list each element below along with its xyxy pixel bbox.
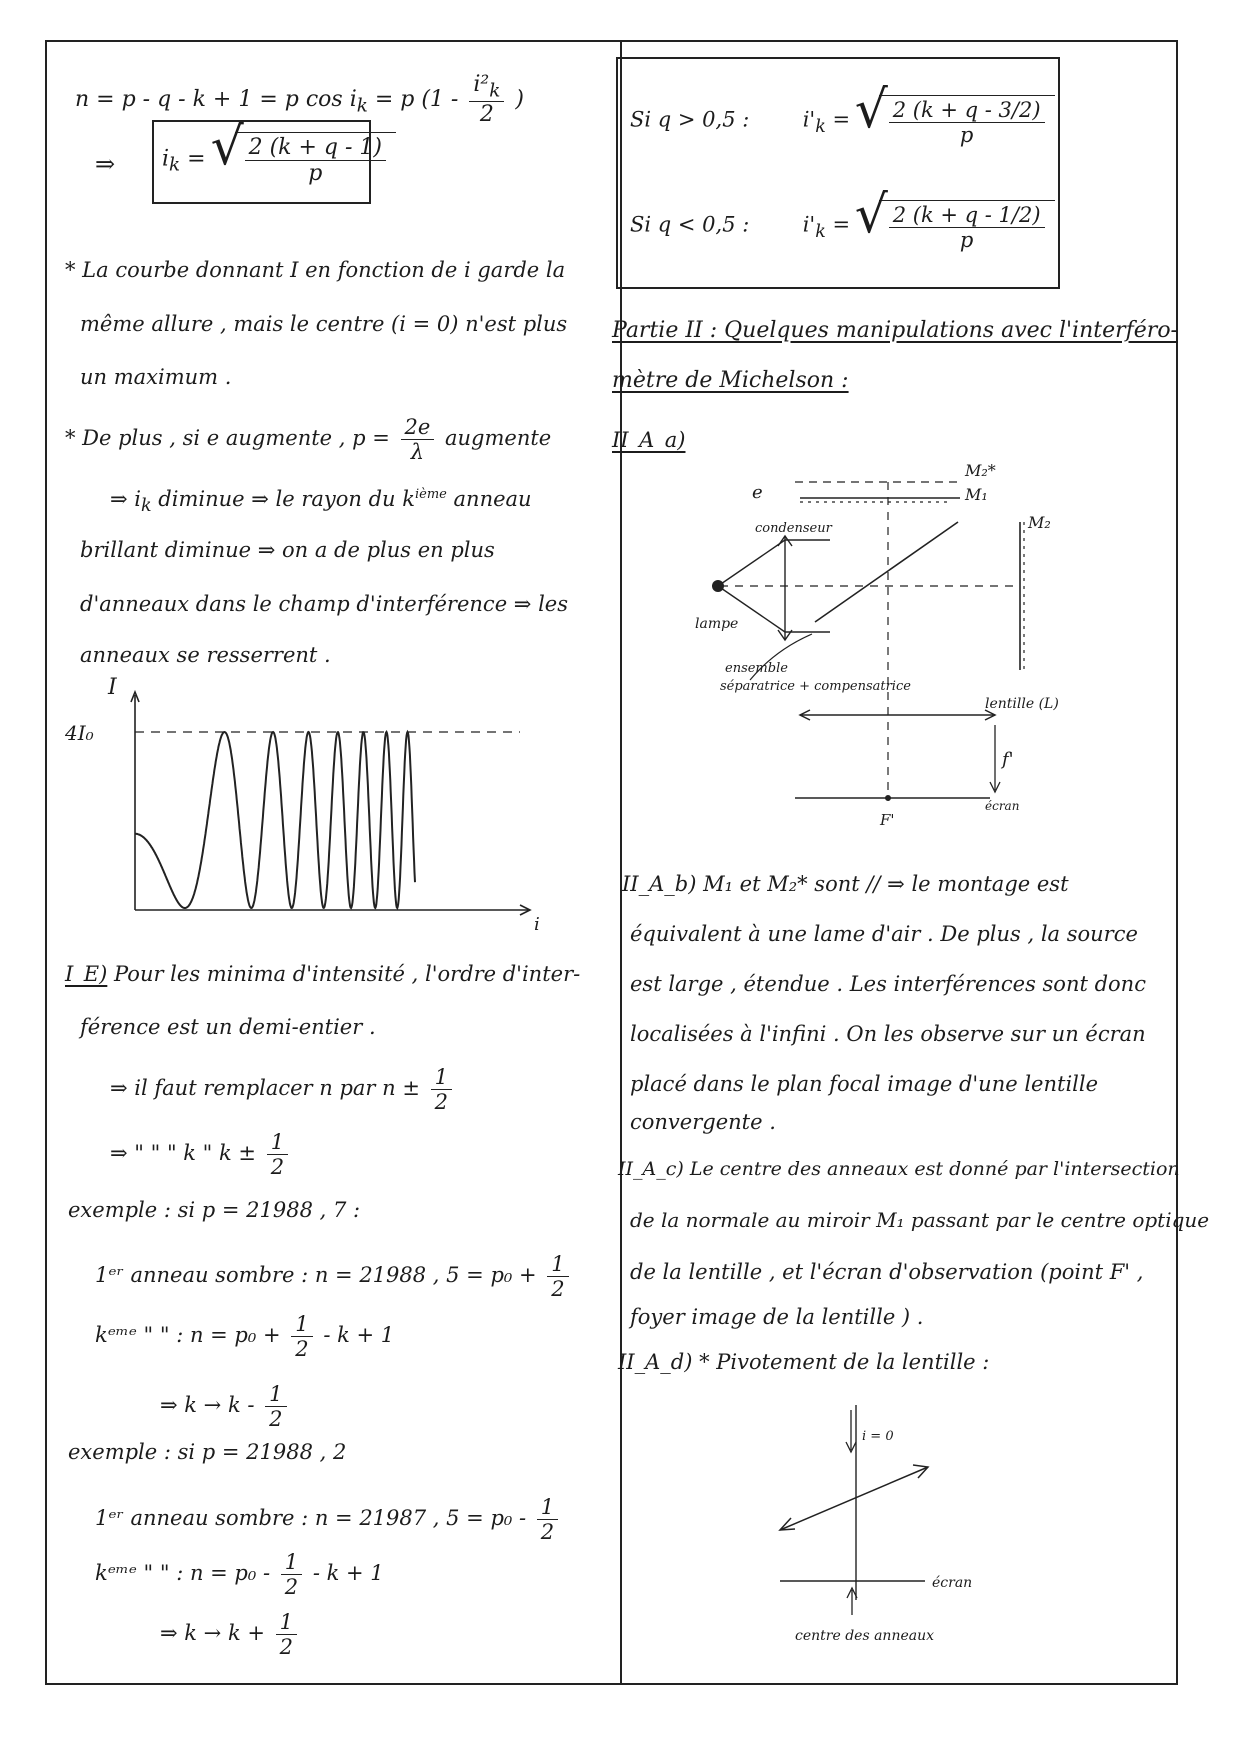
ik-prime-box bbox=[616, 57, 1060, 289]
ie-line1 bbox=[65, 962, 580, 987]
iib-line1: II_A_b) M₁ et M₂* sont // ⇒ le montage est bbox=[622, 872, 1069, 896]
eq1-tail: = p (1 - bbox=[374, 86, 459, 112]
example2-row2-num: 1 bbox=[281, 1550, 302, 1575]
para3-b: diminue ⇒ le rayon du k bbox=[158, 487, 415, 511]
example1-row2-frac bbox=[291, 1312, 312, 1361]
half-fraction-1 bbox=[431, 1065, 452, 1114]
graph-x-label: i bbox=[534, 914, 540, 935]
para2-text: * De plus , si e augmente , p = bbox=[65, 426, 390, 451]
case2-lhs: i' bbox=[802, 212, 816, 237]
para3-a: ⇒ i bbox=[110, 487, 141, 511]
example1-row2-tail: - k + 1 bbox=[323, 1323, 395, 1348]
partie-title-line2: mètre de Michelson : bbox=[612, 368, 849, 393]
partie-title-line1: Partie II : Quelques manipulations avec l'interféro- bbox=[612, 318, 1178, 343]
ik-den: p bbox=[308, 161, 323, 187]
para1-line3: un maximum . bbox=[80, 365, 232, 389]
example1-row1-text: 1ᵉʳ anneau sombre : n = 21988 , 5 = p₀ + bbox=[95, 1263, 537, 1288]
half-num-1: 1 bbox=[431, 1065, 452, 1090]
label-i0: i = 0 bbox=[862, 1429, 894, 1444]
graph-level-label: 4I₀ bbox=[65, 721, 94, 745]
example2-row1-num: 1 bbox=[537, 1495, 558, 1520]
label-ensemble: ensemble bbox=[725, 661, 788, 676]
example2-row3-num: 1 bbox=[276, 1610, 297, 1635]
eq1-frac-den: 2 bbox=[479, 102, 494, 128]
label-m2star: M₂* bbox=[965, 461, 996, 480]
example1-row2-den: 2 bbox=[295, 1337, 309, 1362]
example1-row1-num: 1 bbox=[547, 1252, 568, 1277]
ie-label: I_E) bbox=[65, 962, 108, 986]
para1-line1: * La courbe donnant I en fonction de i garde la bbox=[65, 258, 566, 282]
ie-replace-k bbox=[110, 1130, 292, 1179]
example1-head: exemple : si p = 21988 , 7 : bbox=[68, 1198, 361, 1222]
label-e: e bbox=[752, 482, 763, 503]
case1-sub: k bbox=[815, 116, 826, 137]
example2-row1-text: 1ᵉʳ anneau sombre : n = 21987 , 5 = p₀ - bbox=[95, 1506, 527, 1531]
case2-fraction bbox=[889, 203, 1045, 252]
michelson-diagram bbox=[640, 440, 1080, 850]
ik-num: √ 2 (k + q - 1) bbox=[245, 135, 386, 161]
half-fraction-2 bbox=[267, 1130, 288, 1179]
case2-num: √ 2 (k + q - 1/2) bbox=[889, 203, 1045, 228]
example1-row2 bbox=[95, 1312, 394, 1361]
eq1-close: ) bbox=[515, 86, 524, 112]
ik-sub: k bbox=[169, 154, 181, 176]
para3 bbox=[110, 487, 532, 517]
example1-row3-frac bbox=[265, 1382, 286, 1431]
ray-up bbox=[718, 540, 785, 586]
example1-row2-num: 1 bbox=[291, 1312, 312, 1337]
p-fraction bbox=[401, 415, 435, 464]
label-condenseur: condenseur bbox=[755, 521, 832, 536]
example2-head: exemple : si p = 21988 , 2 bbox=[68, 1440, 347, 1464]
eq1-sub: k bbox=[356, 95, 368, 117]
para2-tail: augmente bbox=[445, 426, 552, 451]
tilted-lens-arrow-right bbox=[913, 1465, 928, 1478]
label-m2: M₂ bbox=[1028, 513, 1051, 532]
para4-line1: brillant diminue ⇒ on a de plus en plus bbox=[80, 538, 495, 562]
example2-row3 bbox=[160, 1610, 301, 1659]
example2-row2-den: 2 bbox=[284, 1575, 299, 1600]
case-q-greater: Si q > 0,5 : $i'_k$ = √ $\frac{2 (k + q - 3/2)}{p}$ bbox=[630, 95, 1055, 147]
iic-line1: II_A_c) Le centre des anneaux est donné par l'intersection bbox=[618, 1158, 1180, 1180]
example2-row3-den: 2 bbox=[279, 1635, 294, 1660]
example1-row3-den: 2 bbox=[269, 1407, 283, 1432]
eq1-frac-num-sub: k bbox=[489, 80, 501, 102]
implies-arrow: ⇒ bbox=[95, 150, 116, 178]
example2-row1 bbox=[95, 1495, 562, 1544]
ie-replace-n-text: ⇒ il faut remplacer n par n ± bbox=[110, 1076, 420, 1101]
separatrice-plate bbox=[815, 522, 958, 622]
example2-row3-frac bbox=[276, 1610, 297, 1659]
half-num-2: 1 bbox=[267, 1130, 288, 1155]
case1-sqrt bbox=[879, 95, 1055, 147]
case1-num: √ 2 (k + q - 3/2) bbox=[889, 98, 1045, 123]
example1-row1 bbox=[95, 1252, 573, 1301]
example2-row3-text: ⇒ k → k + bbox=[160, 1621, 265, 1646]
ie-replace-n bbox=[110, 1065, 456, 1114]
ik-fraction bbox=[245, 135, 386, 187]
label-lampe: lampe bbox=[695, 616, 739, 632]
label-centre-anneaux: centre des anneaux bbox=[795, 1628, 935, 1644]
para2 bbox=[65, 415, 551, 464]
example2-row2 bbox=[95, 1550, 384, 1599]
intensity-graph bbox=[60, 675, 540, 935]
iic-line3: de la lentille , et l'écran d'observation (point F' , bbox=[630, 1260, 1144, 1284]
ik-sqrt bbox=[235, 132, 396, 187]
para1-line2: même allure , mais le centre (i = 0) n'est plus bbox=[80, 312, 568, 336]
case2-condition: Si q < 0,5 : bbox=[630, 212, 750, 237]
case1-condition: Si q > 0,5 : bbox=[630, 107, 750, 132]
iic-line4: foyer image de la lentille ) . bbox=[630, 1305, 924, 1329]
example1-row1-den: 2 bbox=[551, 1277, 565, 1302]
case-q-less: Si q < 0,5 : $i'_k$ = √ $\frac{2 (k + q - 1/2)}{p}$ bbox=[630, 200, 1055, 252]
p-frac-num: 2e bbox=[401, 415, 435, 440]
case2-sqrt bbox=[879, 200, 1055, 252]
iib-line5: placé dans le plan focal image d'une lentille bbox=[630, 1072, 1099, 1096]
iib-line3: est large , étendue . Les interférences sont donc bbox=[630, 972, 1146, 996]
ie-replace-k-text: ⇒ " " " k " k ± bbox=[110, 1141, 257, 1166]
iic-line2: de la normale au miroir M₁ passant par le centre optique bbox=[630, 1208, 1210, 1232]
label-ecran-2: écran bbox=[932, 1575, 973, 1591]
example1-row3-text: ⇒ k → k - bbox=[160, 1393, 255, 1418]
iib-line4: localisées à l'infini . On les observe sur un écran bbox=[630, 1022, 1146, 1046]
case2-sub: k bbox=[815, 221, 826, 242]
pivot-diagram bbox=[760, 1405, 1000, 1665]
case2-den: p bbox=[959, 228, 974, 253]
half-den-2: 2 bbox=[270, 1155, 285, 1180]
example1-row3 bbox=[160, 1382, 291, 1431]
label-ecran: écran bbox=[985, 799, 1020, 813]
tilted-lens bbox=[780, 1467, 928, 1530]
label-fprime: f' bbox=[1002, 749, 1014, 770]
iib-line2: équivalent à une lame d'air . De plus , la source bbox=[630, 922, 1138, 946]
eq1-text: n = p - q - k + 1 = p cos i bbox=[75, 86, 357, 112]
example2-row1-den: 2 bbox=[540, 1520, 555, 1545]
iid-line: II_A_d) * Pivotement de la lentille : bbox=[618, 1350, 990, 1374]
para3-c: anneau bbox=[453, 487, 532, 511]
example2-row1-frac bbox=[537, 1495, 558, 1544]
section-iia-label: II_A_a) bbox=[612, 428, 686, 452]
example1-row1-frac bbox=[547, 1252, 568, 1301]
intensity-curve bbox=[135, 732, 415, 908]
eq1-frac-num: i² bbox=[473, 72, 490, 97]
ik-label: i bbox=[162, 146, 170, 172]
para4-line3: anneaux se resserrent . bbox=[80, 643, 331, 667]
case1-lhs: i' bbox=[802, 107, 816, 132]
ie-line2: férence est un demi-entier . bbox=[80, 1015, 376, 1039]
example2-row2-tail: - k + 1 bbox=[312, 1561, 384, 1586]
example1-row3-num: 1 bbox=[265, 1382, 286, 1407]
para3-sub: k bbox=[141, 496, 152, 517]
label-F-prime: F' bbox=[880, 811, 895, 829]
para4-line2: d'anneaux dans le champ d'interférence ⇒ les bbox=[80, 592, 568, 616]
ik-formula: $i_k$ = √ $\frac{2 (k + q - 1)}{p}$ bbox=[162, 132, 396, 187]
iib-line6: convergente . bbox=[630, 1110, 776, 1134]
eq1-fraction bbox=[469, 72, 504, 128]
example1-row2-text: kᵉᵐᵉ " " : n = p₀ + bbox=[95, 1323, 281, 1348]
example2-row2-text: kᵉᵐᵉ " " : n = p₀ - bbox=[95, 1561, 271, 1586]
ie-text1: Pour les minima d'intensité , l'ordre d'inter- bbox=[114, 962, 581, 986]
case1-den: p bbox=[959, 123, 974, 148]
p-frac-den: λ bbox=[410, 440, 425, 465]
focal-point-dot bbox=[885, 795, 891, 801]
para3-sup: ième bbox=[414, 487, 447, 502]
label-m1: M₁ bbox=[965, 485, 988, 504]
example2-row2-frac bbox=[281, 1550, 302, 1599]
label-separatrice: séparatrice + compensatrice bbox=[720, 679, 911, 694]
label-lentille: lentille (L) bbox=[985, 696, 1059, 712]
graph-y-label: I bbox=[108, 675, 117, 700]
half-den-1: 2 bbox=[434, 1090, 449, 1115]
case1-fraction bbox=[889, 98, 1045, 147]
